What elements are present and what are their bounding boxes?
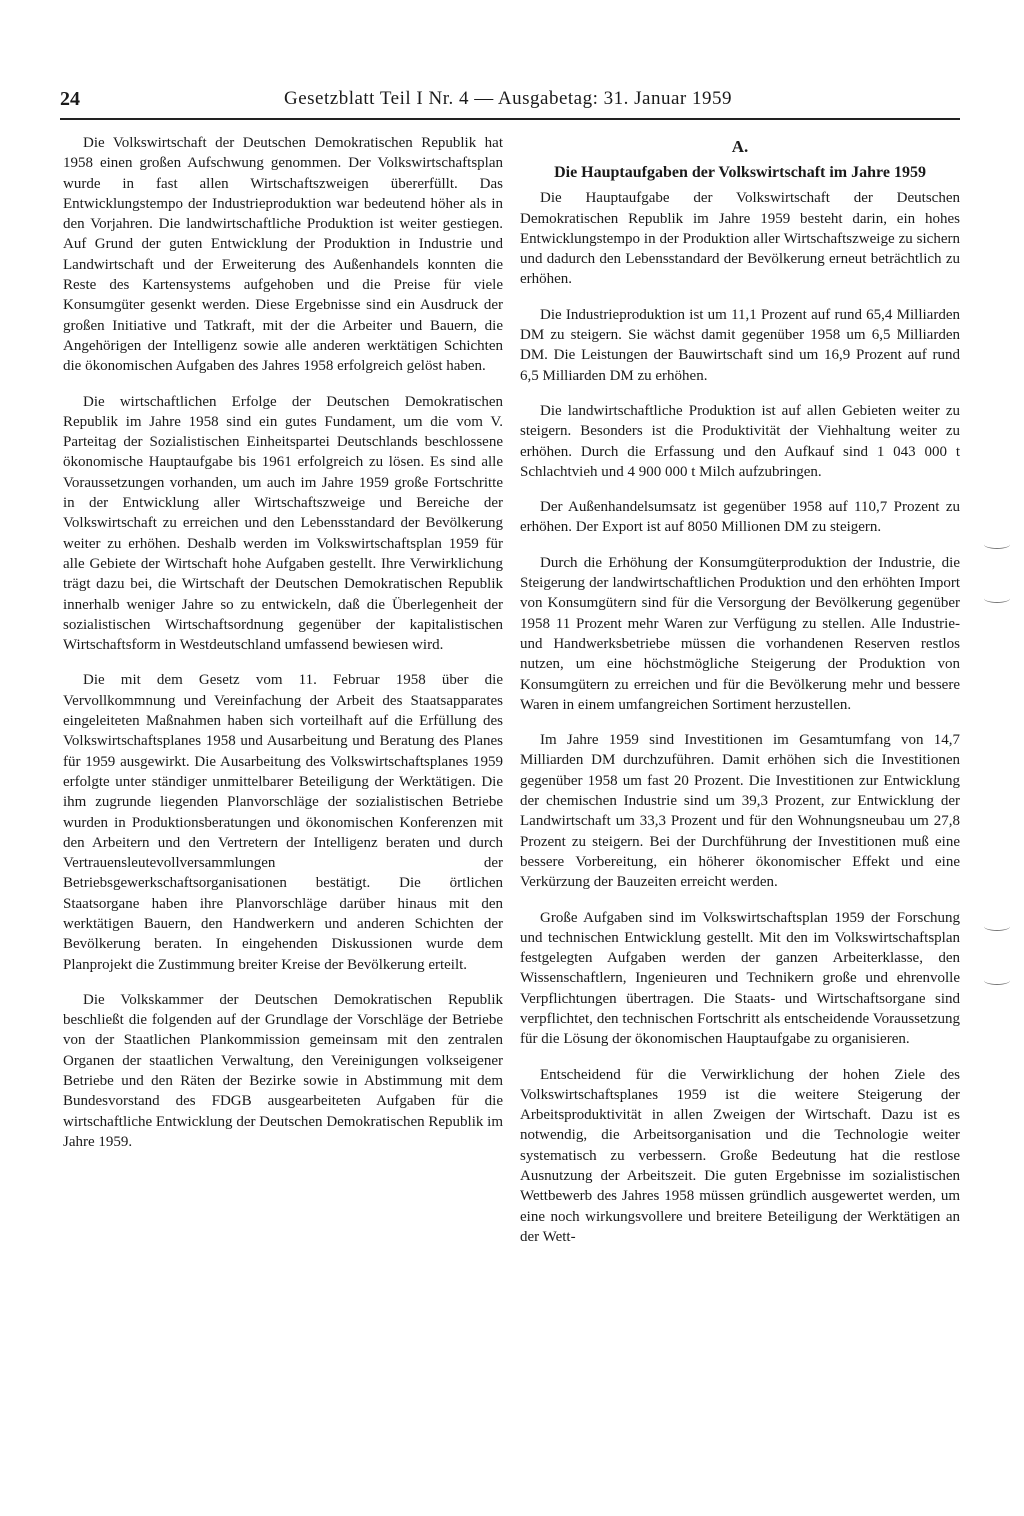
margin-mark [984, 922, 1010, 931]
paragraph: Im Jahre 1959 sind Investitionen im Gesamtumfang von 14,7 Milliarden DM durchzuführen. Damit erhöhen sich die Investitionen gegenüber 1958 um fast 20 Prozent. Die Investitionen zur Entwicklung der chemischen Industrie sind um 39,3 Prozent, zur Entwicklung der Landwirtschaft um 33,3 Prozent und für den Wohnungsneubau um 27,8 Prozent zu steigern. Bei der Durchführung der Investitionen muß eine bessere Vorbereitung, ein höherer ökonomischer Effekt und eine Verkürzung der Bauzeiten erreicht werden. [520, 732, 960, 891]
margin-mark [984, 976, 1010, 985]
header-rule [60, 118, 960, 120]
header-title: Gesetzblatt Teil I Nr. 4 — Ausgabetag: 31. Januar 1959 [284, 88, 732, 109]
left-column [63, 133, 503, 1167]
page-header [60, 88, 960, 118]
right-column [520, 133, 960, 1262]
paragraph: Große Aufgaben sind im Volkswirtschaftsplan 1959 der Forschung und technischen Entwicklung gestellt. Mit den im Volkswirtschaftsplan festgelegten Aufgaben werden der ganzen Arbeiterklasse, den Wissenschaftlern, Ingenieuren und Technikern große und ehrenvolle Verpflichtungen übertragen. Die Staats- und Wirtschaftsorgane sind verpflichtet, den technischen Fortschritt als entscheidende Voraussetzung für die Lösung der ökonomischen Hauptaufgabe zu organisieren. [520, 909, 960, 1048]
margin-mark [984, 540, 1010, 549]
paragraph: Entscheidend für die Verwirklichung der hohen Ziele des Volkswirtschaftsplanes 1959 ist die weitere Steigerung der Arbeitsproduktivität in allen Zweigen der Wirtschaft. Dazu ist es notwendig, die Arbeitsorganisation und die Technologie weiter systematisch zu verbessern. Große Bedeutung hat die restlose Ausnutzung der Arbeitszeit. Die guten Ergebnisse im sozialistischen Wettbewerb des Jahres 1958 müssen gründlich ausgewertet werden, um eine noch wirkungsvollere und breitere Beteiligung der Werktätigen an der Wett- [520, 1066, 960, 1245]
paragraph: Die Industrieproduktion ist um 11,1 Prozent auf rund 65,4 Milliarden DM zu steigern. Sie wächst damit gegenüber 1958 um 6,5 Milliarden DM. Die Leistungen der Bauwirtschaft sind um 16,9 Prozent auf rund 6,5 Milliarden DM zu erhöhen. [520, 306, 960, 384]
margin-mark [984, 594, 1010, 603]
paragraph: Die wirtschaftlichen Erfolge der Deutschen Demokratischen Republik im Jahre 1958 sind ein gutes Fundament, um die vom V. Parteitag der Sozialistischen Einheitspartei Deutschlands beschlossene ökonomische Hauptaufgabe bis 1961 erfolgreich zu lösen. Es sind alle Voraussetzungen vorhanden, um auch im Jahre 1959 große Fortschritte in der Entwicklung aller Wirtschaftszweige und Bereiche der Volkswirtschaft zu erreichen und den Lebensstandard der Bevölkerung weiter zu erhöhen. Deshalb werden im Volkswirtschaftsplan 1959 für alle Gebiete der Wirtschaft hohe Aufgaben gestellt. Ihre Verwirklichung trägt dazu bei, die Wirtschaft der Deutschen Demokratischen Republik innerhalb weniger Jahre so zu entwickeln, daß die Überlegenheit der sozialistischen Wirtschaftsordnung gegenüber der kapitalistischen Wirtschaftsform in Westdeutschland umfassend bewiesen wird. [63, 393, 503, 654]
paragraph: Die mit dem Gesetz vom 11. Februar 1958 über die Vervollkommnung und Vereinfachung der Arbeit des Staatsapparates eingeleiteten Maßnahmen haben sich vorteilhaft auf die Erfüllung des Volkswirtschaftsplanes 1958 und Ausarbeitung und Beratung des Planes für 1959 ausgewirkt. Die Ausarbeitung des Volkswirtschaftsplanes 1959 erfolgte unter ständiger unmittelbarer Beteiligung der Werktätigen. Die ihm zugrunde liegenden Planvorschläge der sozialistischen Betriebe wurden in Produktionsberatungen und ökonomischen Konferenzen mit den Arbeitern und den Vertretern der Intelligenz beraten und durch Vertrauensleutevollversammlungen der Betriebsgewerkschaftsorganisationen bestätigt. Die örtlichen Staatsorgane haben ihre Planvorschläge darüber hinaus mit den werktätigen Bauern, den Handwerkern und anderen Schichten der Bevölkerung beraten. In eingehenden Diskussionen wurde dem Planprojekt die Zustimmung breiter Kreise der Bevölkerung erteilt. [63, 672, 503, 973]
paragraph: Die landwirtschaftliche Produktion ist auf allen Gebieten weiter zu steigern. Besonders ist die Produktivität der Viehhaltung weiter zu erhöhen. Durch die Erfassung und den Aufkauf sind 1 043 000 t Schlachtvieh und 4 900 000 t Milch aufzubringen. [520, 402, 960, 480]
page-number: 24 [60, 88, 80, 110]
paragraph: Die Volkswirtschaft der Deutschen Demokratischen Republik hat 1958 einen großen Aufschwung genommen. Der Volkswirtschaftsplan wurde in fast allen Wirtschaftszweigen übererfüllt. Das Entwicklungstempo der Industrieproduktion war bedeutend höher als in den Vorjahren. Die landwirtschaftliche Produktion ist weiter gestiegen. Auf Grund der guten Entwicklung der Produktion in Industrie und Landwirtschaft und der Erweiterung des Außenhandels konnten die Reste des Kartensystems aufgehoben und die Preise für viele Konsumgüter gesenkt werden. Diese Ergebnisse sind ein Ausdruck der großen Initiative und Tatkraft, mit der die Arbeiter und Bauern, die Angehörigen der Intelligenz sowie alle anderen werktätigen Schichten die ökonomischen Aufgaben des Jahres 1958 erfolgreich gelöst haben. [63, 135, 503, 375]
section-heading: Die Hauptaufgaben der Volkswirtschaft im Jahre 1959 [554, 164, 926, 182]
section-letter: A. [731, 137, 749, 156]
paragraph: Die Hauptaufgabe der Volkswirtschaft der Deutschen Demokratischen Republik im Jahre 1959 besteht darin, ein hohes Entwicklungstempo in der Produktion aller Wirtschaftszweige zu sichern und dadurch den Lebensstandard der Bevölkerung erneut beträchtlich zu erhöhen. [520, 190, 960, 288]
paragraph: Die Volkskammer der Deutschen Demokratischen Republik beschließt die folgenden auf der Grundlage der Vorschläge der Betriebe von der Staatlichen Plankommission gemeinsam mit den zentralen Organen der staatlichen Verwaltung, den Vereinigungen volkseigener Betriebe und den Räten der Bezirke sowie in Abstimmung mit dem Bundesvorstand des FDGB ausgearbeiteten Aufgaben für die wirtschaftliche Entwicklung der Deutschen Demokratischen Republik im Jahre 1959. [63, 991, 503, 1150]
paragraph: Durch die Erhöhung der Konsumgüterproduktion der Industrie, die Steigerung der landwirtschaftlichen Produktion und den erhöhten Import von Konsumgütern sind für die Versorgung der Bevölkerung gegenüber 1958 11 Prozent mehr Waren zur Verfügung zu stellen. Alle Industrie- und Handwerksbetriebe müssen die vorhandenen Reserven restlos nutzen, um eine höchstmögliche Steigerung der Produktion von Konsumgütern zu erreichen und für die Bevölkerung mehr und bessere Waren in einem umfangreichen Sortiment herzustellen. [520, 554, 960, 713]
paragraph: Der Außenhandelsumsatz ist gegenüber 1958 auf 110,7 Prozent zu erhöhen. Der Export ist auf 8050 Millionen DM zu steigern. [520, 499, 960, 536]
